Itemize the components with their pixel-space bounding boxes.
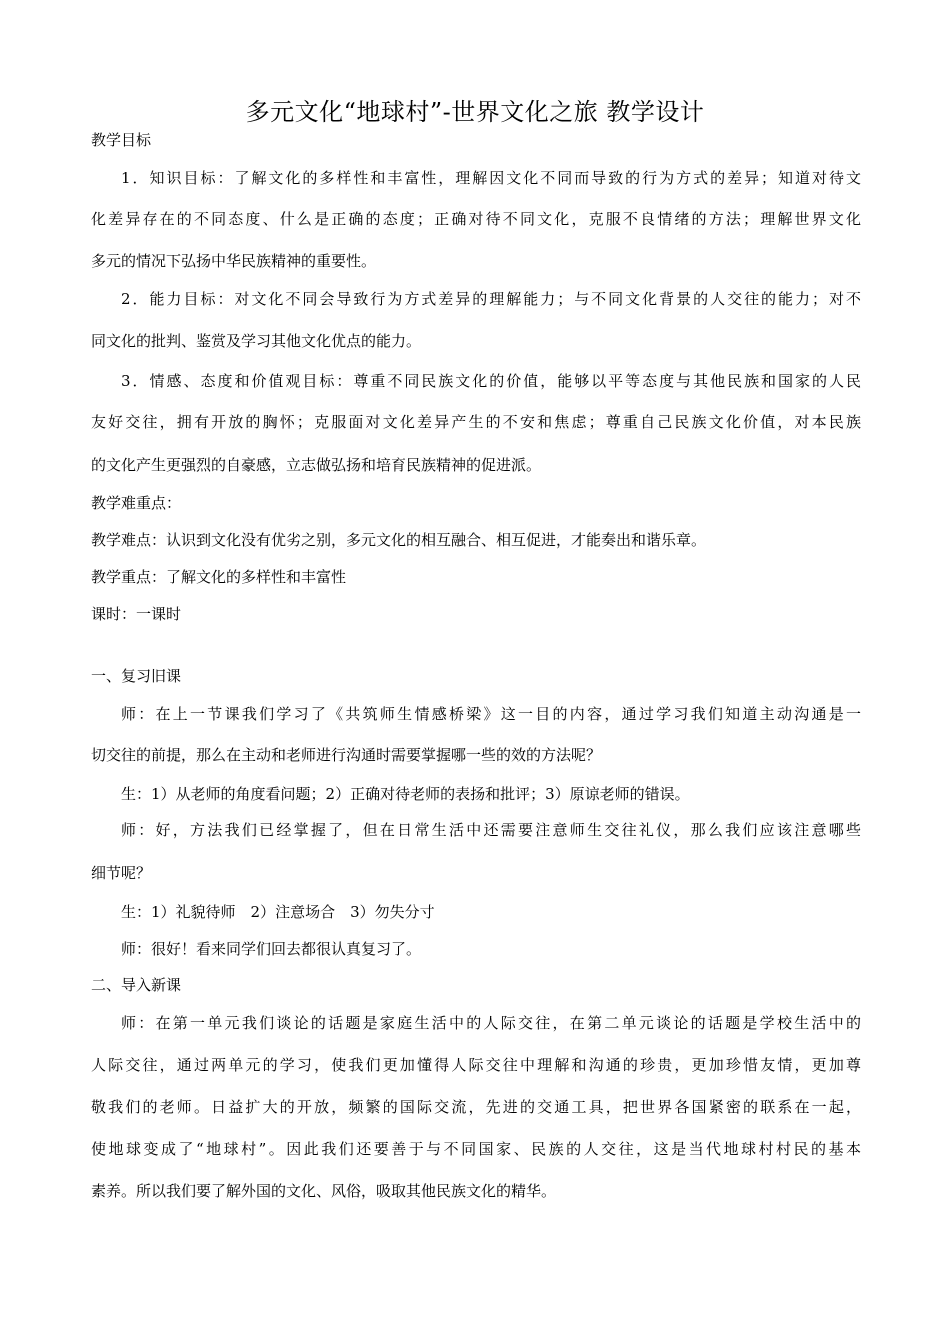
section-heading-review: 一、复习旧课 <box>91 667 182 685</box>
paragraph-line: 3．情感、态度和价值观目标：尊重不同民族文化的价值，能够以平等态度与其他民族和国家的人民 <box>121 372 861 390</box>
paragraph-line: 化差异存在的不同态度、什么是正确的态度；正确对待不同文化，克服不良情绪的方法；理解世界文化 <box>91 210 861 228</box>
paragraph-line: 的文化产生更强烈的自豪感，立志做弘扬和培育民族精神的促进派。 <box>91 456 542 474</box>
paragraph-line: 使地球变成了“地球村”。因此我们还要善于与不同国家、民族的人交往，这是当代地球村村民的基本 <box>91 1140 861 1158</box>
paragraph-line: 细节呢？ <box>91 864 152 882</box>
section-heading-objectives: 教学目标 <box>91 131 152 149</box>
paragraph-line: 师：在上一节课我们学习了《共筑师生情感桥梁》这一目的内容，通过学习我们知道主动沟通是一 <box>121 705 861 723</box>
paragraph-line: 1．知识目标：了解文化的多样性和丰富性，理解因文化不同而导致的行为方式的差异；知道对待文 <box>121 169 861 187</box>
paragraph-line: 师：好，方法我们已经掌握了，但在日常生活中还需要注意师生交往礼仪，那么我们应该注意哪些 <box>121 821 861 839</box>
paragraph-line: 人际交往，通过两单元的学习，使我们更加懂得人际交往中理解和沟通的珍贵，更加珍惜友情，更加尊 <box>91 1056 861 1074</box>
paragraph-line: 生：1）从老师的角度看问题；2）正确对待老师的表扬和批评；3）原谅老师的错误。 <box>121 785 690 803</box>
paragraph-line: 生：1）礼貌待师 2）注意场合 3）勿失分寸 <box>121 903 435 921</box>
paragraph-line: 教学重点：了解文化的多样性和丰富性 <box>91 568 347 586</box>
paragraph-line: 切交往的前提，那么在主动和老师进行沟通时需要掌握哪一些的效的方法呢？ <box>91 746 602 764</box>
paragraph-line: 师：很好！看来同学们回去都很认真复习了。 <box>121 940 422 958</box>
section-heading-new-lesson: 二、导入新课 <box>91 976 182 994</box>
paragraph-line: 敬我们的老师。日益扩大的开放，频繁的国际交流，先进的交通工具，把世界各国紧密的联系在一起， <box>91 1098 861 1116</box>
paragraph-line: 多元的情况下弘扬中华民族精神的重要性。 <box>91 252 377 270</box>
paragraph-line: 师：在第一单元我们谈论的话题是家庭生活中的人际交往，在第二单元谈论的话题是学校生活中的 <box>121 1014 861 1032</box>
paragraph-line: 友好交往，拥有开放的胸怀；克服面对文化差异产生的不安和焦虑；尊重自己民族文化价值，对本民族 <box>91 413 861 431</box>
paragraph-line: 同文化的批判、鉴赏及学习其他文化优点的能力。 <box>91 332 422 350</box>
section-heading-key-points: 教学难重点： <box>91 494 182 512</box>
document-title: 多元文化“地球村”-世界文化之旅 教学设计 <box>245 98 705 126</box>
paragraph-line: 课时：一课时 <box>91 605 182 623</box>
paragraph-line: 教学难点：认识到文化没有优劣之别，多元文化的相互融合、相互促进，才能奏出和谐乐章。 <box>91 531 707 549</box>
paragraph-line: 素养。所以我们要了解外国的文化、风俗，吸取其他民族文化的精华。 <box>91 1182 557 1200</box>
paragraph-line: 2．能力目标：对文化不同会导致行为方式差异的理解能力；与不同文化背景的人交往的能力；对不 <box>121 290 861 308</box>
